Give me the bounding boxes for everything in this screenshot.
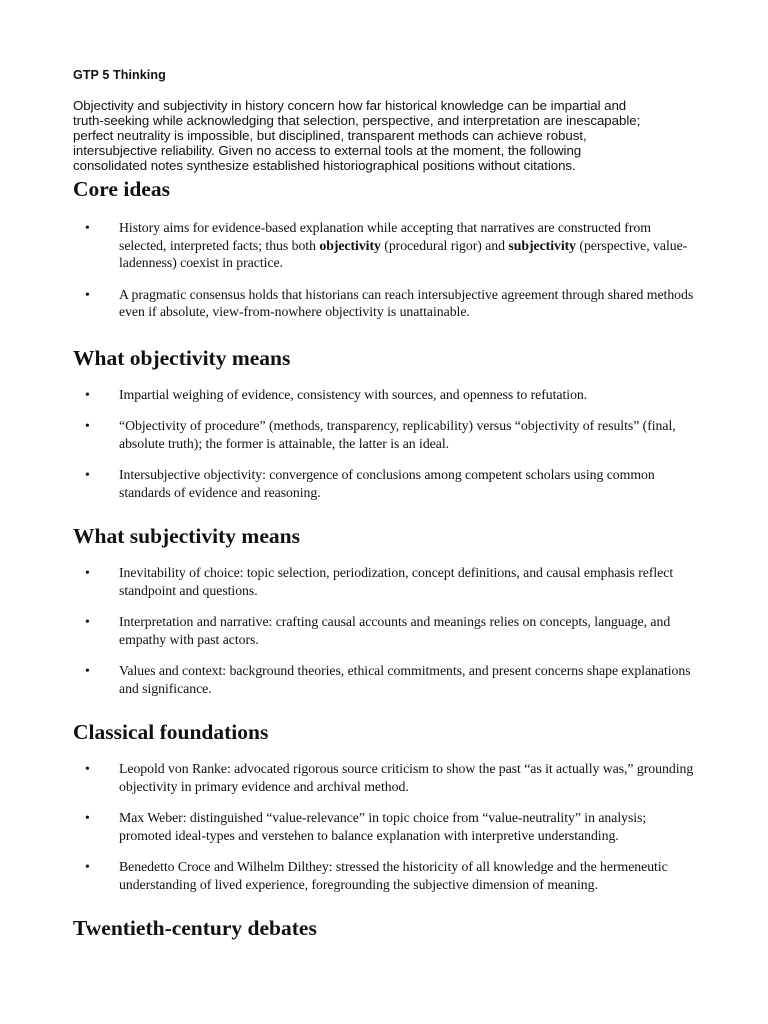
intro-line: truth-seeking while acknowledging that selection, perspective, and interpretation are inescapable;: [73, 113, 641, 128]
bold-term: subjectivity: [508, 237, 577, 253]
section-heading: Twentieth-century debates: [73, 916, 317, 940]
intro-paragraph: [73, 98, 695, 173]
section-twentieth-century-debates: [73, 915, 695, 941]
bullet-icon: •: [85, 418, 90, 433]
section-subjectivity: [73, 523, 695, 697]
section-heading: Classical foundations: [73, 720, 269, 744]
bullet-icon: •: [85, 761, 90, 776]
bullet-list: [73, 760, 695, 893]
document-page: [73, 66, 695, 941]
section-heading: What subjectivity means: [73, 524, 300, 548]
section-core-ideas: [73, 176, 695, 321]
list-item: • History aims for evidence-based explanation while accepting that narratives are constructed from selected, interpreted facts; thus both objectivity (procedural rigor) and subjectivity (perspective, value-ladenness) coexist in practice.: [85, 220, 688, 270]
bullet-list: [73, 564, 695, 697]
section-heading: Core ideas: [73, 177, 170, 201]
bullet-icon: •: [85, 663, 90, 678]
list-item: • “Objectivity of procedure” (methods, transparency, replicability) versus “objectivity of results” (final, absolute truth); the former is attainable, the latter is an ideal.: [85, 418, 676, 451]
list-item: • Impartial weighing of evidence, consistency with sources, and openness to refutation.: [85, 386, 588, 402]
list-item: • Intersubjective objectivity: convergence of conclusions among competent scholars using common standards of evidence and reasoning.: [85, 467, 655, 500]
section-objectivity: [73, 345, 695, 502]
bullet-icon: •: [85, 386, 90, 402]
list-item: • Benedetto Croce and Wilhelm Dilthey: stressed the historicity of all knowledge and the hermeneutic understanding of lived experience, foregrounding the subjective dimension of meaning.: [85, 859, 668, 892]
section-heading: What objectivity means: [73, 345, 291, 370]
bullet-icon: •: [85, 614, 90, 629]
bullet-icon: •: [85, 565, 90, 580]
list-item: • Max Weber: distinguished “value-relevance” in topic choice from “value-neutrality” in analysis; promoted ideal-types and verstehen to balance explanation with interpretive understanding.: [85, 810, 647, 843]
bullet-icon: •: [85, 220, 90, 235]
intro-line: consolidated notes synthesize established historiographical positions without citations.: [73, 158, 576, 173]
list-item: • Values and context: background theories, ethical commitments, and present concerns shape explanations and significance.: [85, 663, 691, 696]
model-label: GTP 5 Thinking: [73, 68, 166, 82]
bullet-icon: •: [85, 810, 90, 825]
bullet-list: [73, 386, 695, 502]
list-item: • Inevitability of choice: topic selection, periodization, concept definitions, and causal emphasis reflect standpoint and questions.: [85, 565, 674, 598]
bold-term: objectivity: [319, 237, 381, 253]
bullet-icon: •: [85, 859, 90, 874]
list-item: • A pragmatic consensus holds that historians can reach intersubjective agreement through shared methods even if absolute, view-from-nowhere objectivity is unattainable.: [85, 286, 694, 319]
intro-line: Objectivity and subjectivity in history concern how far historical knowledge can be impartial and: [73, 98, 627, 113]
list-item: • Interpretation and narrative: crafting causal accounts and meanings relies on concepts, language, and empathy with past actors.: [85, 614, 671, 647]
bullet-icon: •: [85, 467, 90, 482]
intro-line: intersubjective reliability. Given no access to external tools at the moment, the following: [73, 143, 582, 158]
list-item: • Leopold von Ranke: advocated rigorous source criticism to show the past “as it actually was,” grounding objectivity in primary evidence and archival method.: [85, 761, 694, 794]
bullet-list: [73, 219, 695, 321]
section-classical-foundations: [73, 719, 695, 893]
bullet-icon: •: [85, 286, 90, 302]
intro-line: perfect neutrality is impossible, but disciplined, transparent methods can achieve robust,: [73, 128, 587, 143]
